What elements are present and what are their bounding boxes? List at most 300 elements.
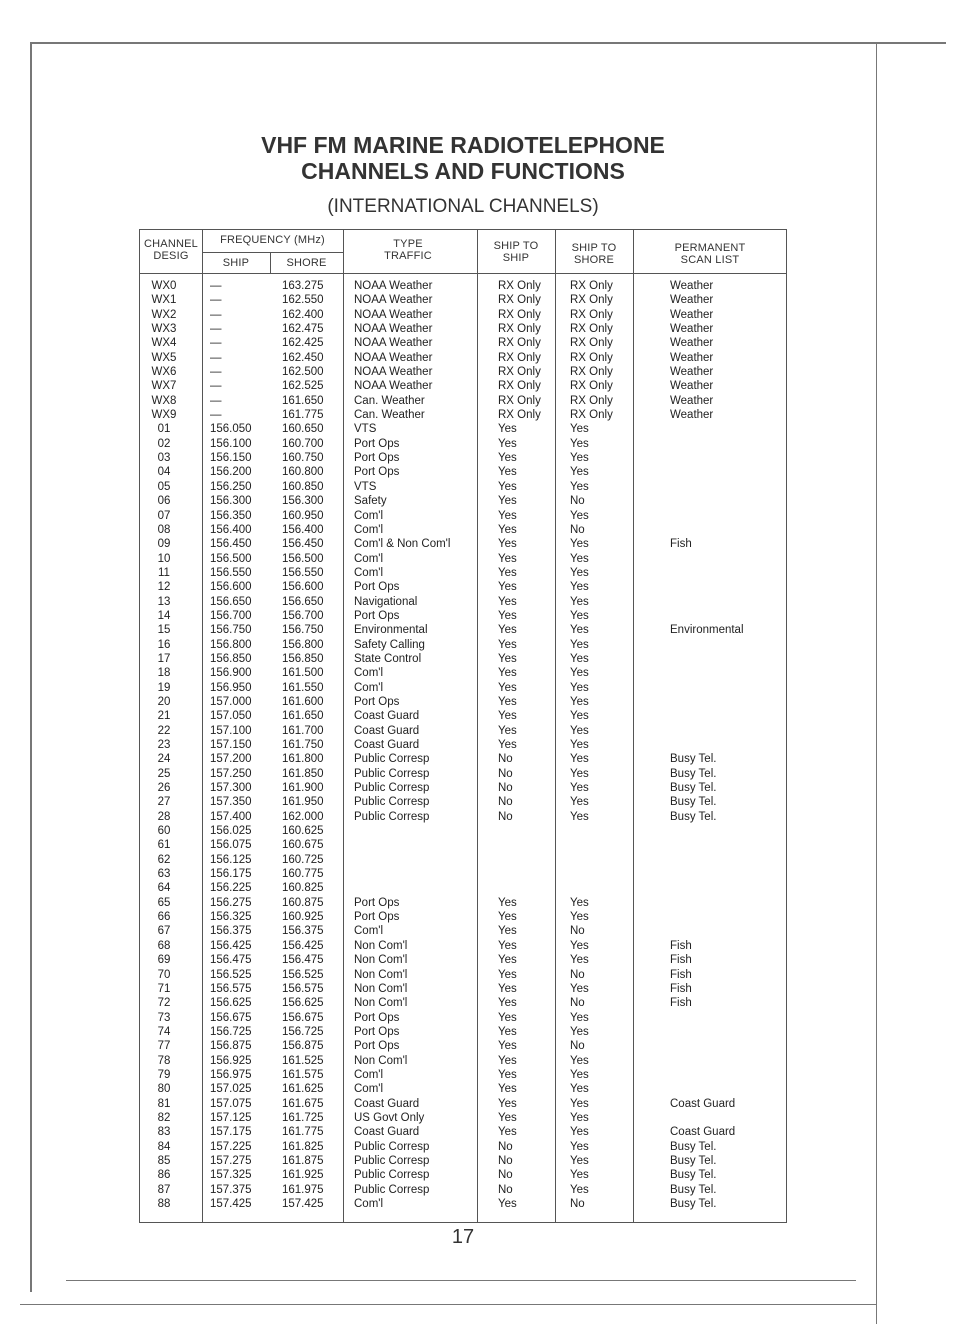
cell-shore-freq: 163.275 [282, 280, 324, 292]
cell-channel: WX3 [151, 323, 177, 336]
scan-border-lower [66, 1280, 856, 1281]
cell-shore-freq: 160.700 [282, 437, 324, 450]
cell-ship-to-shore: No [570, 1198, 585, 1210]
cell-ship-to-shore: Yes [570, 652, 589, 665]
cell-ship-to-ship: Yes [498, 1054, 517, 1067]
cell-ship-to-shore: Yes [570, 624, 589, 637]
cell-shore-freq: 160.725 [282, 853, 324, 866]
cell-shore-freq: 160.775 [282, 868, 324, 881]
cell-ship-to-ship: Yes [498, 1198, 517, 1210]
table-row [140, 1168, 788, 1182]
cell-channel: 08 [157, 523, 171, 536]
cell-type-traffic: Com'l [354, 509, 384, 522]
cell-ship-freq: 156.350 [210, 509, 252, 522]
cell-ship-to-shore: No [570, 495, 585, 508]
cell-ship-freq: 157.200 [210, 753, 252, 766]
table-row [140, 867, 788, 881]
header-divider [140, 273, 786, 274]
cell-shore-freq: 156.400 [282, 523, 324, 536]
table-row [140, 494, 788, 508]
cell-ship-to-shore: No [570, 925, 585, 938]
cell-ship-to-shore: Yes [570, 423, 589, 436]
cell-shore-freq: 161.875 [282, 1154, 324, 1167]
scan-border-bottom [20, 1304, 876, 1305]
cell-ship-freq: 156.950 [210, 681, 252, 694]
cell-shore-freq: 160.625 [282, 825, 324, 838]
cell-channel: 86 [157, 1169, 171, 1182]
header-divider [202, 252, 343, 253]
cell-shore-freq: 162.475 [282, 323, 324, 336]
cell-shore-freq: 156.675 [282, 1011, 324, 1024]
cell-shore-freq: 156.625 [282, 997, 324, 1010]
cell-ship-to-ship: Yes [498, 1040, 517, 1053]
cell-shore-freq: 157.425 [282, 1198, 324, 1210]
cell-ship-to-shore: Yes [570, 753, 589, 766]
cell-shore-freq: 161.950 [282, 796, 324, 809]
cell-ship-to-ship: Yes [498, 495, 517, 508]
cell-shore-freq: 156.300 [282, 495, 324, 508]
cell-channel: 71 [157, 982, 171, 995]
cell-channel: WX5 [151, 351, 177, 364]
table-row [140, 666, 788, 680]
cell-channel: WX4 [151, 337, 177, 350]
cell-ship-to-shore: Yes [570, 1111, 589, 1124]
cell-shore-freq: 162.550 [282, 294, 324, 307]
cell-type-traffic: Public Corresp [354, 1169, 430, 1182]
table-row [140, 638, 788, 652]
cell-ship-to-shore: No [570, 523, 585, 536]
cell-channel: 21 [157, 710, 171, 723]
table-row [140, 910, 788, 924]
header-shore: SHORE [286, 257, 327, 269]
cell-ship-to-ship: No [498, 810, 513, 823]
cell-ship-freq: 156.525 [210, 968, 252, 981]
cell-scan-list: Fish [670, 968, 692, 981]
cell-ship-to-ship: Yes [498, 997, 517, 1010]
cell-channel: 72 [157, 997, 171, 1010]
cell-channel: WX0 [151, 280, 177, 292]
cell-ship-freq: 157.125 [210, 1111, 252, 1124]
cell-scan-list: Busy Tel. [670, 753, 717, 766]
cell-type-traffic: State Control [354, 652, 422, 665]
cell-ship-freq: 156.300 [210, 495, 252, 508]
cell-ship-to-shore: Yes [570, 538, 589, 551]
cell-ship-to-ship: Yes [498, 509, 517, 522]
cell-ship-freq: 156.400 [210, 523, 252, 536]
cell-ship-freq: 156.175 [210, 868, 252, 881]
cell-ship-to-ship: No [498, 1154, 513, 1167]
cell-ship-freq: 156.200 [210, 466, 252, 479]
cell-ship-freq: 156.450 [210, 538, 252, 551]
table-row [140, 1097, 788, 1111]
cell-ship-to-shore: RX Only [570, 380, 613, 393]
cell-ship-freq: 156.100 [210, 437, 252, 450]
cell-ship-freq: — [210, 351, 222, 364]
cell-scan-list: Coast Guard [670, 1126, 736, 1139]
cell-ship-to-ship: Yes [498, 624, 517, 637]
cell-type-traffic: Public Corresp [354, 796, 430, 809]
cell-ship-to-shore: RX Only [570, 337, 613, 350]
cell-shore-freq: 160.825 [282, 882, 324, 895]
cell-scan-list: Busy Tel. [670, 810, 717, 823]
cell-ship-to-shore: No [570, 968, 585, 981]
cell-ship-to-shore: RX Only [570, 294, 613, 307]
cell-ship-freq: 157.225 [210, 1140, 252, 1153]
cell-shore-freq: 162.450 [282, 351, 324, 364]
cell-channel: 87 [157, 1183, 171, 1196]
cell-ship-freq: 157.075 [210, 1097, 252, 1110]
cell-type-traffic: Can. Weather [354, 409, 425, 422]
table-row [140, 394, 788, 408]
cell-shore-freq: 156.850 [282, 652, 324, 665]
cell-ship-to-ship: Yes [498, 652, 517, 665]
cell-channel: 24 [157, 753, 171, 766]
cell-ship-to-shore: Yes [570, 466, 589, 479]
table-row [140, 480, 788, 494]
cell-ship-to-shore: Yes [570, 581, 589, 594]
cell-ship-freq: 156.850 [210, 652, 252, 665]
cell-channel: 23 [157, 739, 171, 751]
page-number: 17 [451, 1226, 475, 1248]
cell-ship-to-shore: RX Only [570, 351, 613, 364]
table-row [140, 781, 788, 795]
cell-channel: 10 [157, 552, 171, 565]
cell-ship-freq: 157.100 [210, 724, 252, 737]
cell-ship-freq: 156.025 [210, 825, 252, 838]
cell-channel: 27 [157, 796, 171, 809]
cell-ship-freq: 156.150 [210, 452, 252, 465]
header-frequency: FREQUENCY (MHz) [220, 234, 325, 246]
table-row [140, 695, 788, 709]
cell-ship-freq: 157.150 [210, 739, 252, 751]
cell-shore-freq: 160.800 [282, 466, 324, 479]
cell-scan-list: Busy Tel. [670, 1154, 717, 1167]
table-row [140, 795, 788, 809]
cell-ship-to-ship: RX Only [498, 337, 541, 350]
cell-channel: WX2 [151, 308, 177, 321]
cell-channel: 77 [157, 1040, 171, 1053]
cell-ship-to-shore: Yes [570, 954, 589, 967]
cell-ship-to-ship: Yes [498, 452, 517, 465]
cell-ship-to-ship: Yes [498, 595, 517, 608]
cell-channel: 82 [157, 1111, 171, 1124]
table-row [140, 1011, 788, 1025]
cell-channel: 61 [157, 839, 171, 852]
cell-ship-to-ship: Yes [498, 695, 517, 708]
cell-shore-freq: 162.000 [282, 810, 324, 823]
cell-ship-to-ship: No [498, 1169, 513, 1182]
cell-shore-freq: 161.925 [282, 1169, 324, 1182]
cell-channel: 66 [157, 911, 171, 924]
cell-channel: 62 [157, 853, 171, 866]
cell-type-traffic: Com'l [354, 925, 384, 938]
table-row [140, 853, 788, 867]
cell-ship-to-shore: Yes [570, 1054, 589, 1067]
cell-ship-to-shore: Yes [570, 1011, 589, 1024]
cell-shore-freq: 162.400 [282, 308, 324, 321]
cell-ship-freq: 156.575 [210, 982, 252, 995]
cell-type-traffic: Public Corresp [354, 782, 430, 795]
cell-ship-to-ship: RX Only [498, 308, 541, 321]
cell-ship-to-shore: Yes [570, 1025, 589, 1038]
cell-type-traffic: Public Corresp [354, 1183, 430, 1196]
cell-scan-list: Fish [670, 982, 692, 995]
cell-type-traffic: Non Com'l [354, 954, 408, 967]
cell-ship-freq: 156.125 [210, 853, 252, 866]
table-row [140, 896, 788, 910]
cell-ship-to-ship: Yes [498, 638, 517, 651]
cell-ship-to-ship: Yes [498, 609, 517, 622]
cell-channel: 15 [157, 624, 171, 637]
cell-ship-to-shore: RX Only [570, 394, 613, 407]
table-row [140, 838, 788, 852]
cell-scan-list: Weather [670, 294, 714, 307]
cell-shore-freq: 161.775 [282, 409, 324, 422]
cell-type-traffic: Non Com'l [354, 939, 408, 952]
cell-channel: 16 [157, 638, 171, 651]
cell-channel: 26 [157, 782, 171, 795]
cell-ship-freq: 156.800 [210, 638, 252, 651]
cell-ship-freq: 157.425 [210, 1198, 252, 1210]
table-row [140, 609, 788, 623]
cell-scan-list: Weather [670, 351, 714, 364]
cell-scan-list: Weather [670, 280, 714, 292]
cell-scan-list: Weather [670, 323, 714, 336]
cell-ship-to-ship: Yes [498, 710, 517, 723]
cell-ship-freq: — [210, 409, 222, 422]
cell-type-traffic: Port Ops [354, 1040, 400, 1053]
cell-ship-freq: — [210, 280, 222, 292]
cell-type-traffic: Port Ops [354, 1011, 400, 1024]
cell-type-traffic: VTS [354, 423, 377, 436]
cell-type-traffic: NOAA Weather [354, 337, 433, 350]
cell-scan-list: Busy Tel. [670, 1140, 717, 1153]
cell-type-traffic: NOAA Weather [354, 366, 433, 379]
cell-channel: 19 [157, 681, 171, 694]
table-row [140, 293, 788, 307]
cell-ship-freq: 157.375 [210, 1183, 252, 1196]
cell-ship-to-ship: Yes [498, 896, 517, 909]
table-row [140, 1125, 788, 1139]
cell-ship-freq: 157.300 [210, 782, 252, 795]
cell-ship-to-ship: Yes [498, 480, 517, 493]
table-row [140, 953, 788, 967]
cell-channel: WX7 [151, 380, 177, 393]
cell-shore-freq: 160.950 [282, 509, 324, 522]
cell-type-traffic: Port Ops [354, 896, 400, 909]
cell-ship-to-ship: RX Only [498, 366, 541, 379]
cell-channel: 74 [157, 1025, 171, 1038]
cell-channel: 83 [157, 1126, 171, 1139]
table-row [140, 982, 788, 996]
cell-channel: 69 [157, 954, 171, 967]
cell-channel: 79 [157, 1068, 171, 1081]
cell-ship-freq: — [210, 337, 222, 350]
cell-ship-to-shore: Yes [570, 1097, 589, 1110]
table-row [140, 408, 788, 422]
cell-ship-to-ship: Yes [498, 1025, 517, 1038]
cell-channel: 73 [157, 1011, 171, 1024]
cell-ship-to-ship: Yes [498, 466, 517, 479]
cell-ship-freq: 156.500 [210, 552, 252, 565]
table-row [140, 810, 788, 824]
cell-ship-to-shore: Yes [570, 896, 589, 909]
table-row [140, 566, 788, 580]
table-row [140, 595, 788, 609]
cell-ship-freq: 157.250 [210, 767, 252, 780]
cell-scan-list: Weather [670, 337, 714, 350]
cell-type-traffic: Com'l [354, 552, 384, 565]
cell-channel: 06 [157, 495, 171, 508]
cell-ship-to-shore: Yes [570, 667, 589, 680]
cell-type-traffic: Com'l [354, 523, 384, 536]
cell-shore-freq: 161.525 [282, 1054, 324, 1067]
cell-scan-list: Busy Tel. [670, 1198, 717, 1210]
cell-shore-freq: 162.525 [282, 380, 324, 393]
cell-type-traffic: Non Com'l [354, 968, 408, 981]
cell-ship-to-shore: Yes [570, 796, 589, 809]
cell-type-traffic: Port Ops [354, 466, 400, 479]
header-ship-to-shore: SHIP TO SHORE [571, 242, 617, 266]
cell-shore-freq: 161.750 [282, 739, 324, 751]
cell-ship-to-ship: RX Only [498, 280, 541, 292]
cell-channel: 63 [157, 868, 171, 881]
cell-ship-to-ship: Yes [498, 1097, 517, 1110]
table-row [140, 1197, 788, 1211]
cell-ship-to-shore: Yes [570, 452, 589, 465]
cell-ship-to-shore: Yes [570, 552, 589, 565]
cell-ship-to-shore: Yes [570, 695, 589, 708]
cell-shore-freq: 160.850 [282, 480, 324, 493]
cell-ship-to-ship: Yes [498, 939, 517, 952]
cell-type-traffic: NOAA Weather [354, 308, 433, 321]
table-row [140, 1183, 788, 1197]
channel-table [139, 229, 787, 1223]
cell-ship-freq: — [210, 294, 222, 307]
cell-ship-freq: 156.875 [210, 1040, 252, 1053]
table-row [140, 308, 788, 322]
table-row [140, 451, 788, 465]
table-row [140, 1039, 788, 1053]
table-row [140, 1111, 788, 1125]
cell-channel: 78 [157, 1054, 171, 1067]
cell-shore-freq: 161.650 [282, 710, 324, 723]
cell-type-traffic: Port Ops [354, 609, 400, 622]
table-row [140, 724, 788, 738]
cell-type-traffic: NOAA Weather [354, 380, 433, 393]
cell-ship-freq: 157.000 [210, 695, 252, 708]
cell-ship-to-shore: RX Only [570, 308, 613, 321]
cell-ship-freq: — [210, 366, 222, 379]
cell-shore-freq: 161.850 [282, 767, 324, 780]
cell-ship-to-ship: RX Only [498, 294, 541, 307]
cell-ship-freq: 156.050 [210, 423, 252, 436]
cell-scan-list: Fish [670, 939, 692, 952]
cell-ship-freq: 156.625 [210, 997, 252, 1010]
cell-shore-freq: 156.650 [282, 595, 324, 608]
cell-ship-to-shore: Yes [570, 1140, 589, 1153]
cell-shore-freq: 161.625 [282, 1083, 324, 1096]
cell-shore-freq: 161.575 [282, 1068, 324, 1081]
cell-shore-freq: 156.875 [282, 1040, 324, 1053]
cell-ship-freq: 157.325 [210, 1169, 252, 1182]
cell-ship-to-ship: Yes [498, 1068, 517, 1081]
cell-shore-freq: 161.650 [282, 394, 324, 407]
cell-ship-to-shore: Yes [570, 939, 589, 952]
cell-ship-to-shore: Yes [570, 810, 589, 823]
cell-shore-freq: 156.600 [282, 581, 324, 594]
cell-ship-freq: 156.075 [210, 839, 252, 852]
cell-ship-to-shore: Yes [570, 480, 589, 493]
cell-channel: WX6 [151, 366, 177, 379]
cell-type-traffic: Non Com'l [354, 997, 408, 1010]
cell-ship-freq: 157.400 [210, 810, 252, 823]
table-row [140, 422, 788, 436]
cell-type-traffic: Coast Guard [354, 1126, 420, 1139]
cell-shore-freq: 161.725 [282, 1111, 324, 1124]
table-row [140, 322, 788, 336]
cell-type-traffic: Public Corresp [354, 1140, 430, 1153]
cell-shore-freq: 160.750 [282, 452, 324, 465]
cell-type-traffic: Safety [354, 495, 387, 508]
cell-ship-to-ship: Yes [498, 724, 517, 737]
cell-ship-to-shore: Yes [570, 638, 589, 651]
cell-channel: 20 [157, 695, 171, 708]
cell-ship-to-ship: No [498, 1140, 513, 1153]
cell-ship-freq: 156.225 [210, 882, 252, 895]
header-channel-desig: CHANNEL DESIG [144, 238, 198, 262]
cell-ship-to-ship: Yes [498, 739, 517, 751]
table-row [140, 279, 788, 293]
cell-channel: 81 [157, 1097, 171, 1110]
cell-channel: WX1 [151, 294, 177, 307]
table-body [140, 279, 788, 1211]
cell-ship-freq: 156.475 [210, 954, 252, 967]
table-row [140, 623, 788, 637]
cell-type-traffic: NOAA Weather [354, 294, 433, 307]
cell-channel: 11 [158, 566, 170, 579]
cell-shore-freq: 161.550 [282, 681, 324, 694]
cell-shore-freq: 161.900 [282, 782, 324, 795]
cell-shore-freq: 161.700 [282, 724, 324, 737]
cell-scan-list: Busy Tel. [670, 1169, 717, 1182]
cell-ship-to-shore: Yes [570, 1154, 589, 1167]
cell-ship-to-shore: Yes [570, 1183, 589, 1196]
cell-ship-to-ship: Yes [498, 681, 517, 694]
cell-ship-freq: 156.550 [210, 566, 252, 579]
cell-type-traffic: Public Corresp [354, 1154, 430, 1167]
cell-ship-freq: 156.425 [210, 939, 252, 952]
cell-shore-freq: 161.500 [282, 667, 324, 680]
header-ship: SHIP [222, 257, 250, 269]
cell-channel: 88 [157, 1198, 171, 1210]
cell-scan-list: Busy Tel. [670, 767, 717, 780]
cell-scan-list: Busy Tel. [670, 796, 717, 809]
cell-type-traffic: NOAA Weather [354, 351, 433, 364]
cell-ship-freq: 157.275 [210, 1154, 252, 1167]
table-row [140, 537, 788, 551]
cell-type-traffic: Navigational [354, 595, 418, 608]
cell-type-traffic: Com'l [354, 1083, 384, 1096]
cell-ship-freq: 157.175 [210, 1126, 252, 1139]
table-row [140, 1068, 788, 1082]
cell-ship-to-ship: Yes [498, 523, 517, 536]
cell-ship-to-ship: Yes [498, 667, 517, 680]
cell-ship-freq: 156.375 [210, 925, 252, 938]
cell-type-traffic: Non Com'l [354, 982, 408, 995]
cell-channel: 68 [157, 939, 171, 952]
cell-channel: 07 [157, 509, 171, 522]
